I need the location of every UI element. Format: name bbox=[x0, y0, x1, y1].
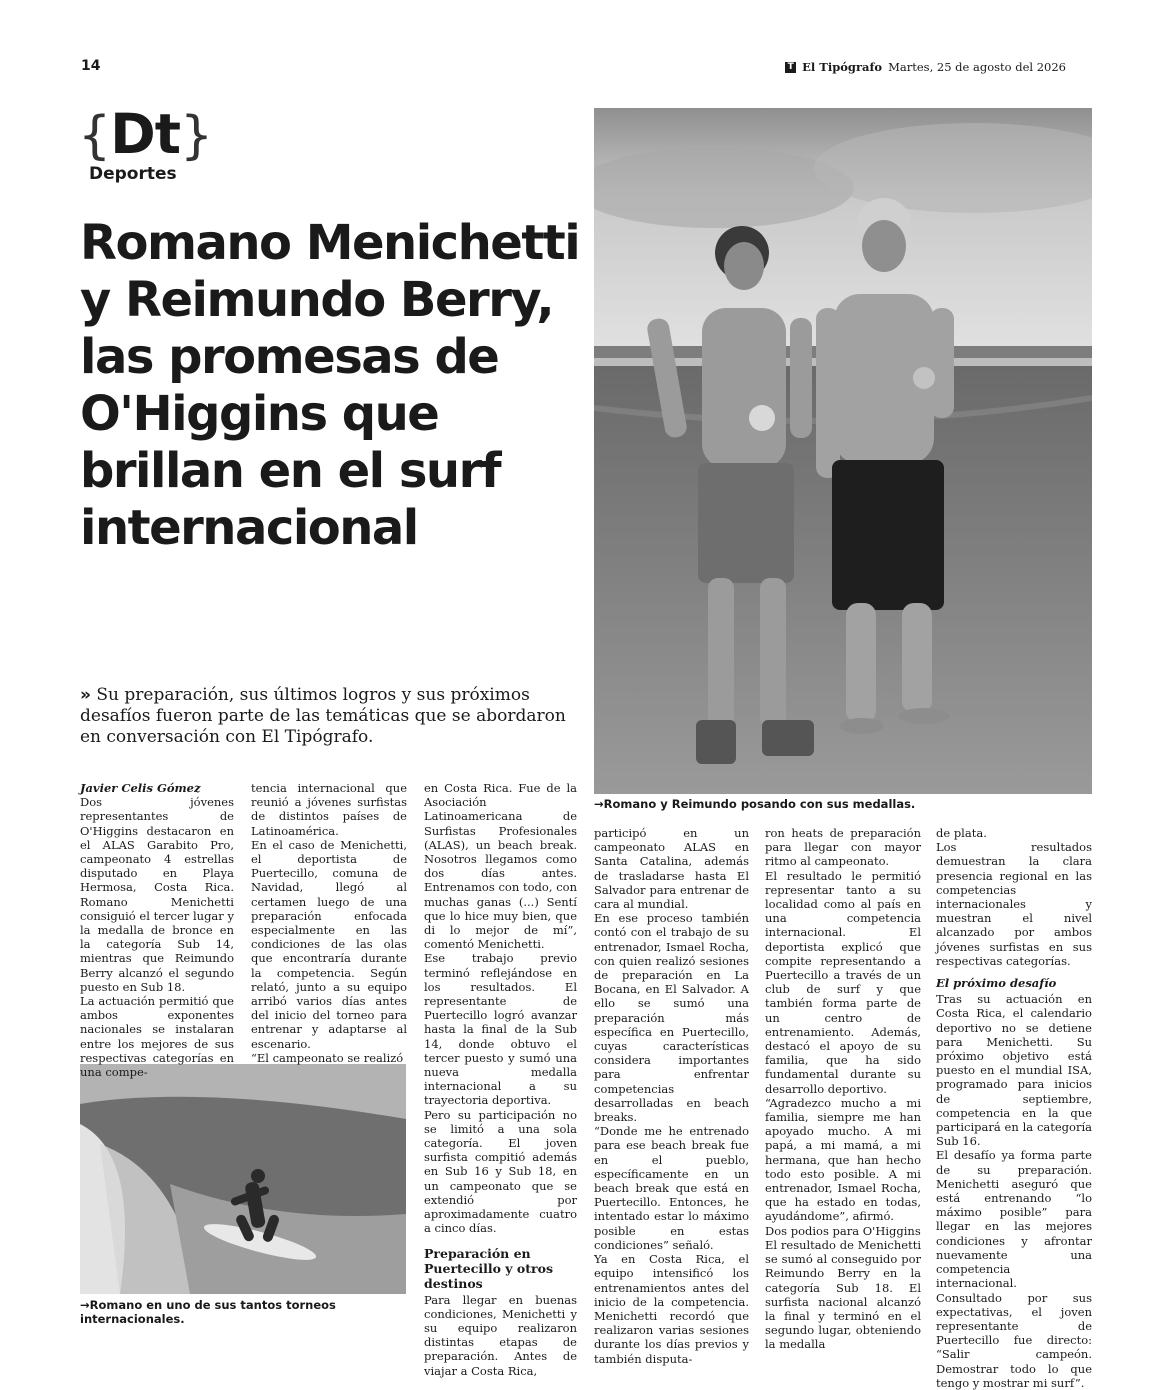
deck-text: Su preparación, sus últimos logros y sus próximos desafíos fueron parte de las temáticas que se abordaron en conversación con El Tipógrafo. bbox=[80, 685, 566, 747]
paragraph: de plata. bbox=[936, 826, 987, 840]
paragraph: participó en un campeonato ALAS en Santa Catalina, además de trasladarse hasta El Salvador para entrenar de cara al mundial. bbox=[594, 826, 749, 912]
paragraph: “Donde me he entrenado para ese beach break fue en el pueblo, específicamente en un beach break que está en Puertecillo. Entonces, he intentado estar lo máximo posible en estas condiciones” señaló. bbox=[594, 1124, 749, 1252]
subheading: El próximo desafío bbox=[936, 976, 1057, 991]
paragraph: El desafío ya forma parte de su preparación. Menichetti aseguró que está entrenando “lo máximo posible” para llegar en las mejores condiciones y afrontar nuevamente una competencia internacional. bbox=[936, 1148, 1092, 1291]
section-mark bbox=[78, 104, 212, 184]
page-number: 14 bbox=[81, 58, 101, 74]
article-headline: Romano Menichetti y Reimundo Berry, las promesas de O'Higgins que brillan en el surf internacional bbox=[80, 215, 580, 556]
article-column-1 bbox=[80, 781, 234, 1079]
paragraph: Pero su participación no se limitó a una sola categoría. El joven surfista compitió además en Sub 16 y Sub 18, en un campeonato que se extendió por aproximadamente cuatro a cinco días. bbox=[424, 1107, 577, 1236]
paragraph: “Agradezco mucho a mi familia, siempre me han apoyado mucho. A mi papá, a mi mamá, a mi hermana, que han hecho todo esto posible. A mi entrenador, Ismael Rocha, que ha estado en todas, ayudándome”, afirmó. bbox=[765, 1095, 921, 1224]
paragraph: Ese trabajo previo terminó reflejándose en los resultados. El representante de Puertecillo logró avanzar hasta la final de la Sub 14, donde obtuvo el tercer puesto y sumó una nueva medalla internacional a su trayectoria deportiva. bbox=[424, 951, 577, 1108]
paragraph: Consultado por sus expectativas, el joven representante de Puertecillo fue directo: “Salir campeón. Demostrar todo lo que tengo y mostrar mi surf”. bbox=[936, 1290, 1092, 1390]
newspaper-logo-icon: T bbox=[785, 62, 796, 73]
subheading: Preparación en Puertecillo y otros destinos bbox=[424, 1245, 553, 1291]
paragraph: ron heats de preparación para llegar con mayor ritmo al campeonato. bbox=[765, 826, 921, 869]
article-column-5 bbox=[765, 826, 921, 1352]
paragraph: En ese proceso también contó con el trabajo de su entrenador, Ismael Rocha, con quien realizó sesiones de preparación en La Bocana, en El Salvador. A ello se sumó una preparación más específica en Puertecillo, cuyas características considera importantes para enfrentar competencias desarrolladas en beach breaks. bbox=[594, 911, 749, 1125]
main-photo bbox=[594, 108, 1092, 794]
article-column-6 bbox=[936, 826, 1092, 1390]
paragraph: en Costa Rica. Fue de la Asociación Latinoamericana de Surfistas Profesionales (ALAS), un beach break. Nosotros llegamos como dos días antes. Entrenamos con todo, con muchas ganas (...) Sentí que lo hice muy bien, que di lo mejor de mí”, comentó Menichetti. bbox=[424, 781, 577, 952]
surf-photo-caption: →Romano en uno de sus tantos torneos internacionales. bbox=[80, 1298, 336, 1326]
paragraph: El resultado le permitió representar tanto a su localidad como al país en una competencia internacional. El deportista explicó que compite representando a Puertecillo a través de un club de surf y que también forma parte de un centro de entrenamiento. Además, destacó el apoyo de su familia, que ha sido fundamental durante su desarrollo deportivo. bbox=[765, 868, 921, 1096]
newspaper-name: El Tipógrafo bbox=[802, 60, 883, 74]
paragraph: Dos jóvenes representantes de O'Higgins destacaron en el ALAS Garabito Pro, campeonato 4 estrellas disputado en Playa Hermosa, Costa Rica. Romano Menichetti consiguió el tercer lugar y la medalla de bronce en la categoría Sub 14, mientras que Reimundo Berry alcanzó el segundo puesto en Sub 18. bbox=[80, 795, 234, 994]
article-deck bbox=[80, 685, 580, 748]
section-name: Deportes bbox=[89, 164, 177, 184]
masthead bbox=[785, 60, 1066, 74]
byline: Javier Celis Gómez bbox=[80, 781, 201, 795]
paragraph: Tras su actuación en Costa Rica, el calendario deportivo no se detiene para Menichetti. Su próximo objetivo está puesto en el mundial ISA, programado para inicios de septiembre, competencia en la que participará en la categoría Sub 16. bbox=[936, 992, 1092, 1149]
paragraph: Los resultados demuestran la clara presencia regional en las competencias internacionales y muestran el nivel alcanzado por ambos jóvenes surfistas en sus respectivas categorías. bbox=[936, 840, 1092, 968]
section-abbrev: {Dt} bbox=[78, 102, 213, 166]
paragraph: El resultado de Menichetti se sumó al conseguido por Reimundo Berry en la categoría Sub 18. El surfista nacional alcanzó la final y terminó en el segundo lugar, obteniendo la medalla bbox=[765, 1237, 921, 1352]
paragraph: “El campeonato se realizó bbox=[251, 1050, 404, 1065]
article-column-4 bbox=[594, 826, 749, 1366]
paragraph: Dos podios para O'Higgins bbox=[765, 1223, 921, 1238]
main-photo-caption: →Romano y Reimundo posando con sus medallas. bbox=[594, 797, 916, 811]
paragraph: Ya en Costa Rica, el equipo intensificó los entrenamientos antes del inicio de la competencia. Menichetti recordó que realizaron varias sesiones durante los días previos y también disputa- bbox=[594, 1252, 749, 1366]
main-photo-illustration bbox=[594, 108, 1092, 794]
deck-marker: » bbox=[80, 685, 91, 705]
paragraph: En el caso de Menichetti, el deportista de Puertecillo, comuna de Navidad, llegó al certamen luego de una preparación enfocada especialmente en las condiciones de las olas que encontraría durante la competencia. Según relató, junto a su equipo arribó varios días antes del inicio del torneo para entrenar y adaptarse al escenario. bbox=[251, 837, 407, 1051]
issue-date: Martes, 25 de agosto del 2026 bbox=[888, 60, 1066, 74]
paragraph: La actuación permitió que ambos exponentes nacionales se instalaran entre los mejores de sus respectivas categorías en una compe- bbox=[80, 994, 234, 1080]
surf-photo-illustration bbox=[80, 1064, 406, 1294]
surf-photo bbox=[80, 1064, 406, 1294]
paragraph: Para llegar en buenas condiciones, Menichetti y su equipo realizaron distintas etapas de preparación. Antes de viajar a Costa Rica, bbox=[424, 1292, 577, 1378]
article-column-2 bbox=[251, 781, 407, 1065]
article-column-3 bbox=[424, 781, 577, 1378]
paragraph: tencia internacional que reunió a jóvenes surfistas de distintos países de Latinoamérica. bbox=[251, 781, 407, 838]
